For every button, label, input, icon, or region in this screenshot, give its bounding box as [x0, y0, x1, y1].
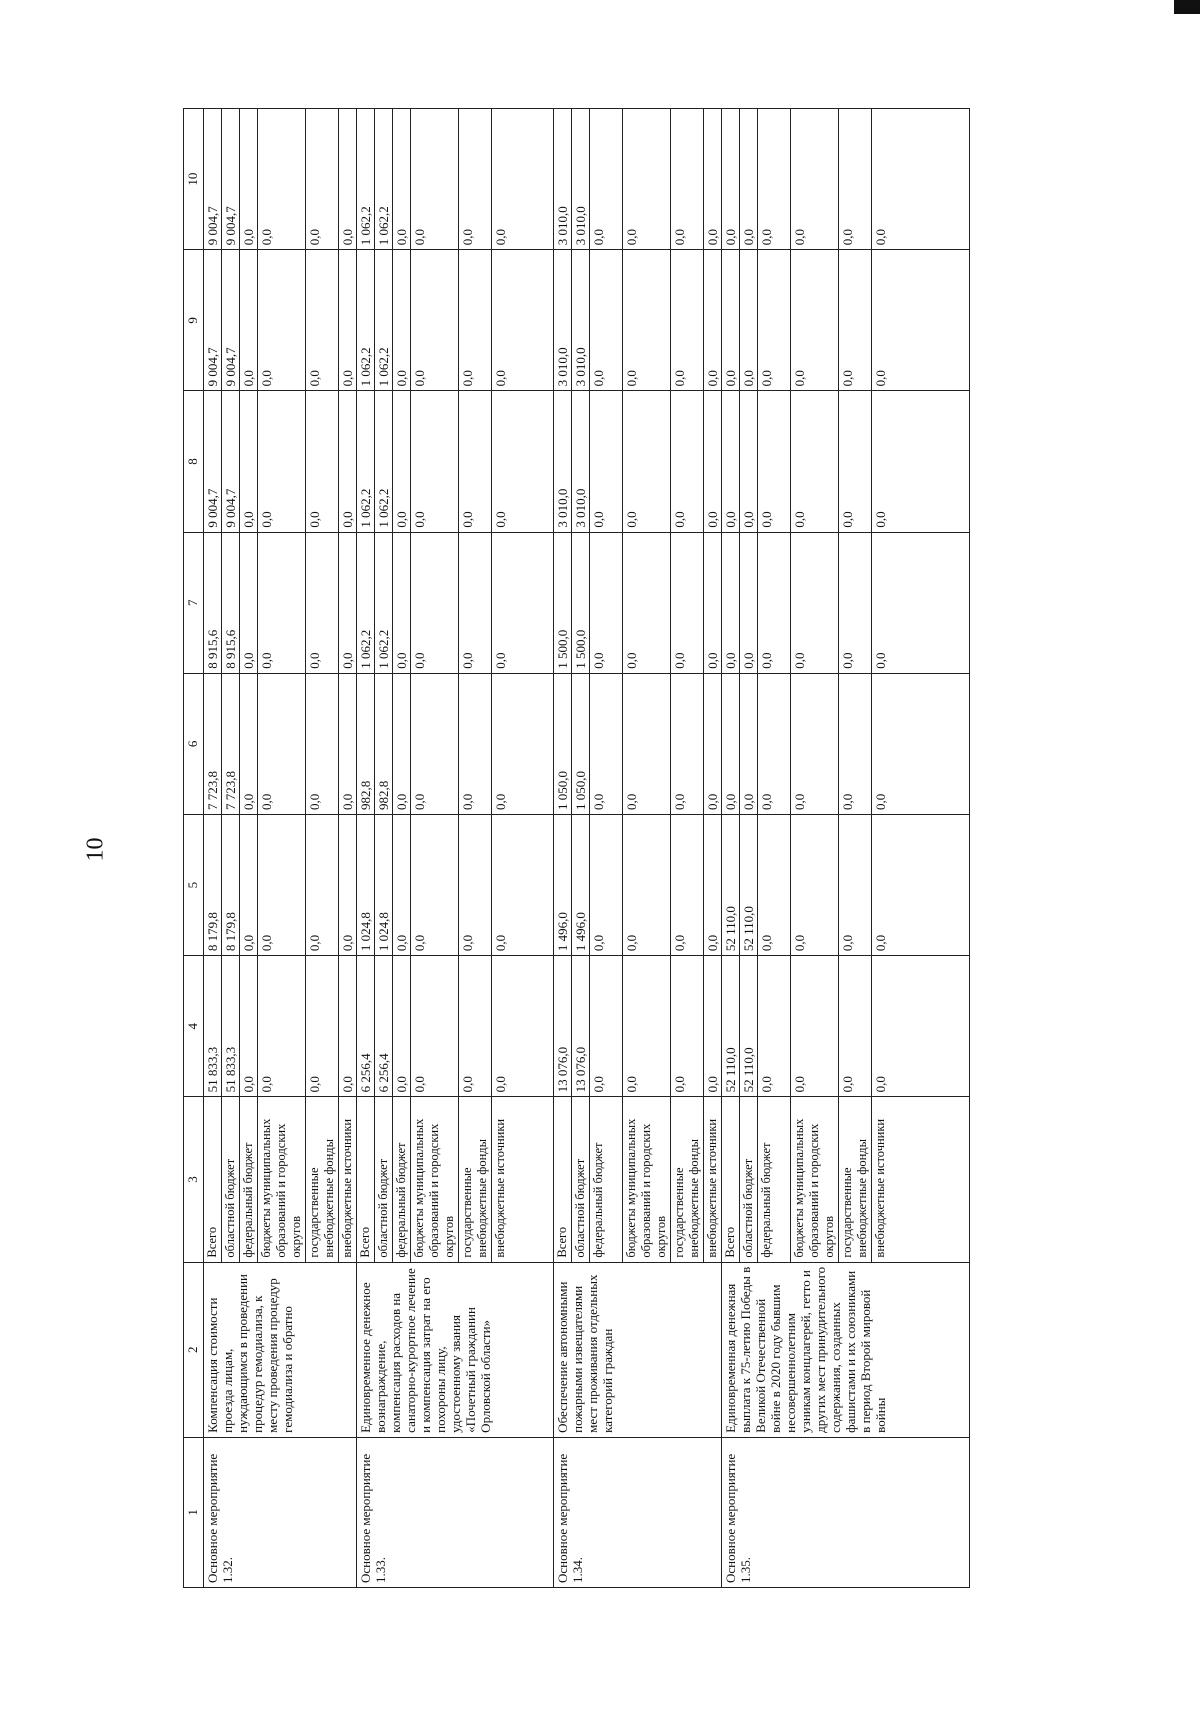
amount-cell: 0,0 — [411, 391, 459, 532]
amount-cell: 0,0 — [411, 956, 459, 1097]
amount-cell: 982,8 — [375, 673, 393, 814]
amount-cell: 0,0 — [339, 956, 357, 1097]
amount-cell: 0,0 — [872, 814, 970, 955]
amount-cell: 1 062,2 — [375, 391, 393, 532]
funding-source-cell: государственные внебюджетные фонды — [459, 1097, 492, 1262]
amount-cell: 51 833,3 — [222, 956, 240, 1097]
amount-cell: 8 179,8 — [204, 814, 222, 955]
amount-cell: 0,0 — [590, 814, 623, 955]
amount-cell: 0,0 — [258, 956, 306, 1097]
amount-cell: 0,0 — [393, 391, 411, 532]
amount-cell: 0,0 — [839, 814, 872, 955]
table-row — [357, 109, 375, 1588]
funding-source-cell: государственные внебюджетные фонды — [839, 1097, 872, 1262]
amount-cell: 0,0 — [590, 956, 623, 1097]
activity-code-cell: Основное мероприятие 1.34. — [554, 1437, 722, 1587]
funding-source-cell: областной бюджет — [740, 1097, 758, 1262]
amount-cell: 3 010,0 — [554, 109, 572, 250]
page-number: 10 — [82, 837, 109, 862]
amount-cell: 1 062,2 — [357, 532, 375, 673]
amount-cell: 0,0 — [339, 391, 357, 532]
amount-cell: 0,0 — [872, 109, 970, 250]
amount-cell: 3 010,0 — [572, 109, 590, 250]
amount-cell: 7 723,8 — [204, 673, 222, 814]
amount-cell: 0,0 — [623, 673, 671, 814]
amount-cell: 0,0 — [704, 814, 722, 955]
amount-cell: 1 024,8 — [357, 814, 375, 955]
funding-source-cell: Всего — [722, 1097, 740, 1262]
amount-cell: 0,0 — [459, 109, 492, 250]
amount-cell: 3 010,0 — [554, 391, 572, 532]
amount-cell: 0,0 — [240, 814, 258, 955]
amount-cell: 0,0 — [590, 532, 623, 673]
amount-cell: 8 915,6 — [222, 532, 240, 673]
funding-source-cell: государственные внебюджетные фонды — [671, 1097, 704, 1262]
amount-cell: 0,0 — [492, 673, 554, 814]
amount-cell: 8 915,6 — [204, 532, 222, 673]
funding-source-cell: внебюджетные источники — [872, 1097, 970, 1262]
funding-source-cell: бюджеты муниципальных образований и городских округов — [258, 1097, 306, 1262]
amount-cell: 0,0 — [623, 956, 671, 1097]
scan-corner-mark — [1174, 0, 1200, 14]
funding-source-cell: бюджеты муниципальных образований и городских округов — [623, 1097, 671, 1262]
amount-cell: 0,0 — [393, 250, 411, 391]
amount-cell: 9 004,7 — [222, 250, 240, 391]
amount-cell: 1 062,2 — [357, 250, 375, 391]
amount-cell: 1 050,0 — [554, 673, 572, 814]
amount-cell: 0,0 — [623, 814, 671, 955]
amount-cell: 0,0 — [258, 673, 306, 814]
header-cell: 3 — [184, 1097, 204, 1262]
amount-cell: 0,0 — [258, 250, 306, 391]
amount-cell: 0,0 — [459, 673, 492, 814]
amount-cell: 0,0 — [872, 956, 970, 1097]
amount-cell: 0,0 — [411, 532, 459, 673]
amount-cell: 0,0 — [411, 814, 459, 955]
budget-table-rotated — [183, 108, 1113, 1588]
amount-cell: 0,0 — [704, 250, 722, 391]
funding-source-cell: федеральный бюджет — [758, 1097, 791, 1262]
funding-source-cell: федеральный бюджет — [240, 1097, 258, 1262]
amount-cell: 8 179,8 — [222, 814, 240, 955]
amount-cell: 0,0 — [240, 391, 258, 532]
amount-cell: 0,0 — [306, 391, 339, 532]
amount-cell: 9 004,7 — [204, 391, 222, 532]
amount-cell: 0,0 — [459, 391, 492, 532]
amount-cell: 0,0 — [240, 250, 258, 391]
activity-code-cell: Основное мероприятие 1.35. — [722, 1437, 970, 1587]
amount-cell: 0,0 — [240, 673, 258, 814]
amount-cell: 0,0 — [740, 109, 758, 250]
activity-description-cell: Компенсация стоимости проезда лицам, нуждающимся в проведении процедур гемодиализа, к месту проведения процедур гемодиализа и обратно — [204, 1262, 357, 1437]
amount-cell: 3 010,0 — [572, 250, 590, 391]
amount-cell: 1 062,2 — [357, 109, 375, 250]
amount-cell: 0,0 — [240, 109, 258, 250]
amount-cell: 52 110,0 — [722, 956, 740, 1097]
amount-cell: 0,0 — [839, 673, 872, 814]
header-cell: 2 — [184, 1262, 204, 1437]
amount-cell: 52 110,0 — [740, 956, 758, 1097]
amount-cell: 1 062,2 — [357, 391, 375, 532]
amount-cell: 0,0 — [339, 673, 357, 814]
amount-cell: 0,0 — [671, 250, 704, 391]
amount-cell: 0,0 — [590, 673, 623, 814]
amount-cell: 0,0 — [740, 532, 758, 673]
amount-cell: 0,0 — [258, 532, 306, 673]
funding-source-cell: внебюджетные источники — [339, 1097, 357, 1262]
amount-cell: 9 004,7 — [204, 109, 222, 250]
table-row — [554, 109, 572, 1588]
amount-cell: 0,0 — [492, 814, 554, 955]
amount-cell: 0,0 — [459, 250, 492, 391]
amount-cell: 0,0 — [722, 109, 740, 250]
amount-cell: 0,0 — [492, 956, 554, 1097]
amount-cell: 0,0 — [393, 532, 411, 673]
amount-cell: 0,0 — [722, 673, 740, 814]
amount-cell: 0,0 — [240, 532, 258, 673]
table-row — [722, 109, 740, 1588]
amount-cell: 0,0 — [740, 250, 758, 391]
amount-cell: 0,0 — [839, 391, 872, 532]
amount-cell: 1 500,0 — [554, 532, 572, 673]
amount-cell: 0,0 — [758, 250, 791, 391]
activity-description-cell: Единовременное денежное вознаграждение, компенсация расходов на санаторно-курортное лечение и компенсация затрат на его похороны лицу, удостоенному звания «Почетный гражданин Орловской области» — [357, 1262, 554, 1437]
amount-cell: 9 004,7 — [222, 391, 240, 532]
amount-cell: 0,0 — [339, 532, 357, 673]
amount-cell: 0,0 — [791, 391, 839, 532]
amount-cell: 0,0 — [492, 532, 554, 673]
amount-cell: 0,0 — [671, 673, 704, 814]
amount-cell: 0,0 — [306, 250, 339, 391]
amount-cell: 0,0 — [459, 814, 492, 955]
amount-cell: 7 723,8 — [222, 673, 240, 814]
header-cell: 6 — [184, 673, 204, 814]
amount-cell: 13 076,0 — [554, 956, 572, 1097]
amount-cell: 0,0 — [240, 956, 258, 1097]
amount-cell: 0,0 — [623, 109, 671, 250]
funding-source-cell: областной бюджет — [572, 1097, 590, 1262]
funding-source-cell: Всего — [204, 1097, 222, 1262]
header-cell: 7 — [184, 532, 204, 673]
amount-cell: 0,0 — [791, 109, 839, 250]
amount-cell: 0,0 — [590, 109, 623, 250]
amount-cell: 0,0 — [623, 250, 671, 391]
amount-cell: 0,0 — [492, 250, 554, 391]
header-cell: 10 — [184, 109, 204, 250]
amount-cell: 0,0 — [704, 673, 722, 814]
amount-cell: 0,0 — [258, 814, 306, 955]
amount-cell: 0,0 — [671, 814, 704, 955]
amount-cell: 52 110,0 — [740, 814, 758, 955]
amount-cell: 0,0 — [722, 532, 740, 673]
amount-cell: 0,0 — [758, 109, 791, 250]
amount-cell: 1 062,2 — [375, 250, 393, 391]
header-row — [184, 109, 204, 1588]
funding-source-cell: федеральный бюджет — [393, 1097, 411, 1262]
funding-source-cell: внебюджетные источники — [492, 1097, 554, 1262]
activity-code-cell: Основное мероприятие 1.33. — [357, 1437, 554, 1587]
table-row — [204, 109, 222, 1588]
amount-cell: 3 010,0 — [572, 391, 590, 532]
amount-cell: 0,0 — [872, 532, 970, 673]
amount-cell: 52 110,0 — [722, 814, 740, 955]
amount-cell: 9 004,7 — [222, 109, 240, 250]
funding-source-cell: областной бюджет — [222, 1097, 240, 1262]
amount-cell: 0,0 — [722, 250, 740, 391]
amount-cell: 0,0 — [258, 109, 306, 250]
amount-cell: 0,0 — [671, 956, 704, 1097]
amount-cell: 0,0 — [791, 673, 839, 814]
funding-source-cell: Всего — [554, 1097, 572, 1262]
amount-cell: 0,0 — [623, 391, 671, 532]
amount-cell: 0,0 — [758, 956, 791, 1097]
amount-cell: 0,0 — [872, 391, 970, 532]
amount-cell: 0,0 — [306, 673, 339, 814]
funding-source-cell: внебюджетные источники — [704, 1097, 722, 1262]
amount-cell: 0,0 — [704, 956, 722, 1097]
amount-cell: 0,0 — [393, 109, 411, 250]
amount-cell: 0,0 — [839, 532, 872, 673]
amount-cell: 0,0 — [339, 814, 357, 955]
amount-cell: 0,0 — [339, 109, 357, 250]
header-cell: 8 — [184, 391, 204, 532]
budget-table — [183, 108, 970, 1588]
amount-cell: 0,0 — [411, 250, 459, 391]
amount-cell: 0,0 — [459, 532, 492, 673]
amount-cell: 0,0 — [722, 391, 740, 532]
amount-cell: 0,0 — [393, 956, 411, 1097]
amount-cell: 0,0 — [704, 109, 722, 250]
amount-cell: 51 833,3 — [204, 956, 222, 1097]
amount-cell: 982,8 — [357, 673, 375, 814]
funding-source-cell: областной бюджет — [375, 1097, 393, 1262]
amount-cell: 0,0 — [590, 250, 623, 391]
amount-cell: 0,0 — [791, 532, 839, 673]
amount-cell: 6 256,4 — [357, 956, 375, 1097]
header-cell: 5 — [184, 814, 204, 955]
amount-cell: 0,0 — [411, 109, 459, 250]
amount-cell: 0,0 — [671, 391, 704, 532]
amount-cell: 1 062,2 — [375, 532, 393, 673]
amount-cell: 0,0 — [306, 814, 339, 955]
amount-cell: 0,0 — [872, 250, 970, 391]
activity-description-cell: Единовременная денежная выплата к 75-летию Победы в Великой Отечественной войне в 2020 году бывшим несовершеннолетним узникам концлагерей, гетто и других мест принудительного содержания, созданных фашистами и их союзниками в период Второй мировой войны — [722, 1262, 970, 1437]
amount-cell: 0,0 — [411, 673, 459, 814]
header-cell: 4 — [184, 956, 204, 1097]
amount-cell: 0,0 — [590, 391, 623, 532]
amount-cell: 0,0 — [459, 956, 492, 1097]
amount-cell: 0,0 — [258, 391, 306, 532]
amount-cell: 1 050,0 — [572, 673, 590, 814]
amount-cell: 1 062,2 — [375, 109, 393, 250]
amount-cell: 0,0 — [671, 532, 704, 673]
amount-cell: 0,0 — [791, 956, 839, 1097]
amount-cell: 1 496,0 — [554, 814, 572, 955]
amount-cell: 0,0 — [839, 956, 872, 1097]
amount-cell: 0,0 — [839, 250, 872, 391]
amount-cell: 0,0 — [492, 109, 554, 250]
funding-source-cell: бюджеты муниципальных образований и городских округов — [791, 1097, 839, 1262]
funding-source-cell: Всего — [357, 1097, 375, 1262]
funding-source-cell: федеральный бюджет — [590, 1097, 623, 1262]
amount-cell: 0,0 — [791, 250, 839, 391]
amount-cell: 9 004,7 — [204, 250, 222, 391]
amount-cell: 0,0 — [306, 109, 339, 250]
amount-cell: 0,0 — [872, 673, 970, 814]
funding-source-cell: государственные внебюджетные фонды — [306, 1097, 339, 1262]
amount-cell: 0,0 — [839, 109, 872, 250]
amount-cell: 13 076,0 — [572, 956, 590, 1097]
header-cell: 9 — [184, 250, 204, 391]
amount-cell: 0,0 — [306, 532, 339, 673]
amount-cell: 1 496,0 — [572, 814, 590, 955]
amount-cell: 0,0 — [339, 250, 357, 391]
amount-cell: 0,0 — [671, 109, 704, 250]
amount-cell: 3 010,0 — [554, 250, 572, 391]
amount-cell: 0,0 — [758, 814, 791, 955]
amount-cell: 1 500,0 — [572, 532, 590, 673]
amount-cell: 0,0 — [758, 673, 791, 814]
amount-cell: 6 256,4 — [375, 956, 393, 1097]
amount-cell: 0,0 — [758, 532, 791, 673]
amount-cell: 0,0 — [306, 956, 339, 1097]
funding-source-cell: бюджеты муниципальных образований и городских округов — [411, 1097, 459, 1262]
amount-cell: 0,0 — [704, 391, 722, 532]
activity-description-cell: Обеспечение автономными пожарными извещателями мест проживания отдельных категорий граждан — [554, 1262, 722, 1437]
amount-cell: 0,0 — [393, 673, 411, 814]
amount-cell: 0,0 — [758, 391, 791, 532]
activity-code-cell: Основное мероприятие 1.32. — [204, 1437, 357, 1587]
amount-cell: 0,0 — [740, 673, 758, 814]
amount-cell: 0,0 — [740, 391, 758, 532]
amount-cell: 0,0 — [492, 391, 554, 532]
amount-cell: 0,0 — [704, 532, 722, 673]
amount-cell: 0,0 — [393, 814, 411, 955]
header-cell: 1 — [184, 1437, 204, 1587]
table-body — [184, 109, 970, 1588]
amount-cell: 0,0 — [791, 814, 839, 955]
amount-cell: 1 024,8 — [375, 814, 393, 955]
amount-cell: 0,0 — [623, 532, 671, 673]
